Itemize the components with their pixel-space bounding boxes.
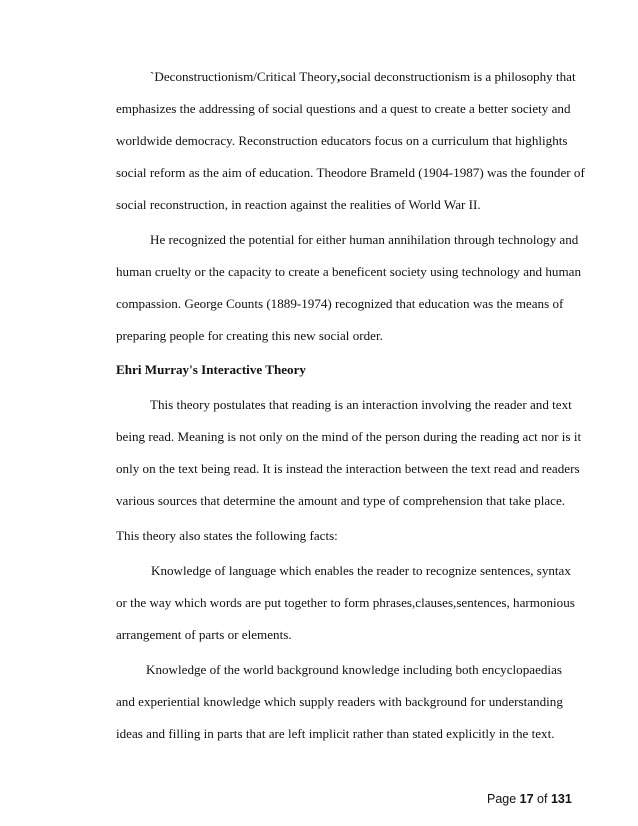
paragraph-line: emphasizes the addressing of social questions and a quest to create a better society and <box>116 101 571 116</box>
paragraph-line: only on the text being read. It is instead the interaction between the text read and readers <box>116 461 580 476</box>
paragraph-line: social reform as the aim of education. Theodore Brameld (1904-1987) was the founder of <box>116 165 585 180</box>
paragraph-line: Knowledge of language which enables the reader to recognize sentences, syntax <box>151 563 571 578</box>
paragraph-line: worldwide democracy. Reconstruction educators focus on a curriculum that highlights <box>116 133 568 148</box>
page-number-footer <box>487 791 572 807</box>
paragraph-line <box>150 69 576 85</box>
current-page-number: 17 <box>519 792 534 806</box>
paragraph-line: arrangement of parts or elements. <box>116 627 292 642</box>
paragraph-line: or the way which words are put together to form phrases,clauses,sentences, harmonious <box>116 595 575 610</box>
total-pages-number: 131 <box>550 792 572 806</box>
paragraph-text: social deconstructionism is a philosophy that <box>340 69 576 84</box>
paragraph-line: preparing people for creating this new social order. <box>116 328 383 343</box>
paragraph-line: Knowledge of the world background knowledge including both encyclopaedias <box>146 662 562 677</box>
paragraph-line: human cruelty or the capacity to create a beneficent society using technology and human <box>116 264 582 279</box>
section-heading: Ehri Murray's Interactive Theory <box>116 362 306 377</box>
paragraph-line: He recognized the potential for either human annihilation through technology and <box>150 232 579 247</box>
of-word: of <box>533 792 551 806</box>
paragraph-comma: , <box>337 69 341 84</box>
page-word: Page <box>487 792 520 806</box>
paragraph-text: `Deconstructionism/Critical Theory <box>150 69 338 84</box>
paragraph-line: ideas and filling in parts that are left implicit rather than stated explicitly in the text. <box>116 726 555 741</box>
paragraph-line: compassion. George Counts (1889-1974) recognized that education was the means of <box>116 296 564 311</box>
paragraph-line: various sources that determine the amount and type of comprehension that take place. <box>116 493 566 508</box>
paragraph-line: being read. Meaning is not only on the mind of the person during the reading act nor is it <box>116 429 582 444</box>
paragraph-line: and experiential knowledge which supply readers with background for understanding <box>116 694 563 709</box>
paragraph-line: social reconstruction, in reaction against the realities of World War II. <box>116 197 481 212</box>
paragraph-line: This theory postulates that reading is an interaction involving the reader and text <box>150 397 572 412</box>
paragraph-line: This theory also states the following facts: <box>116 528 338 543</box>
